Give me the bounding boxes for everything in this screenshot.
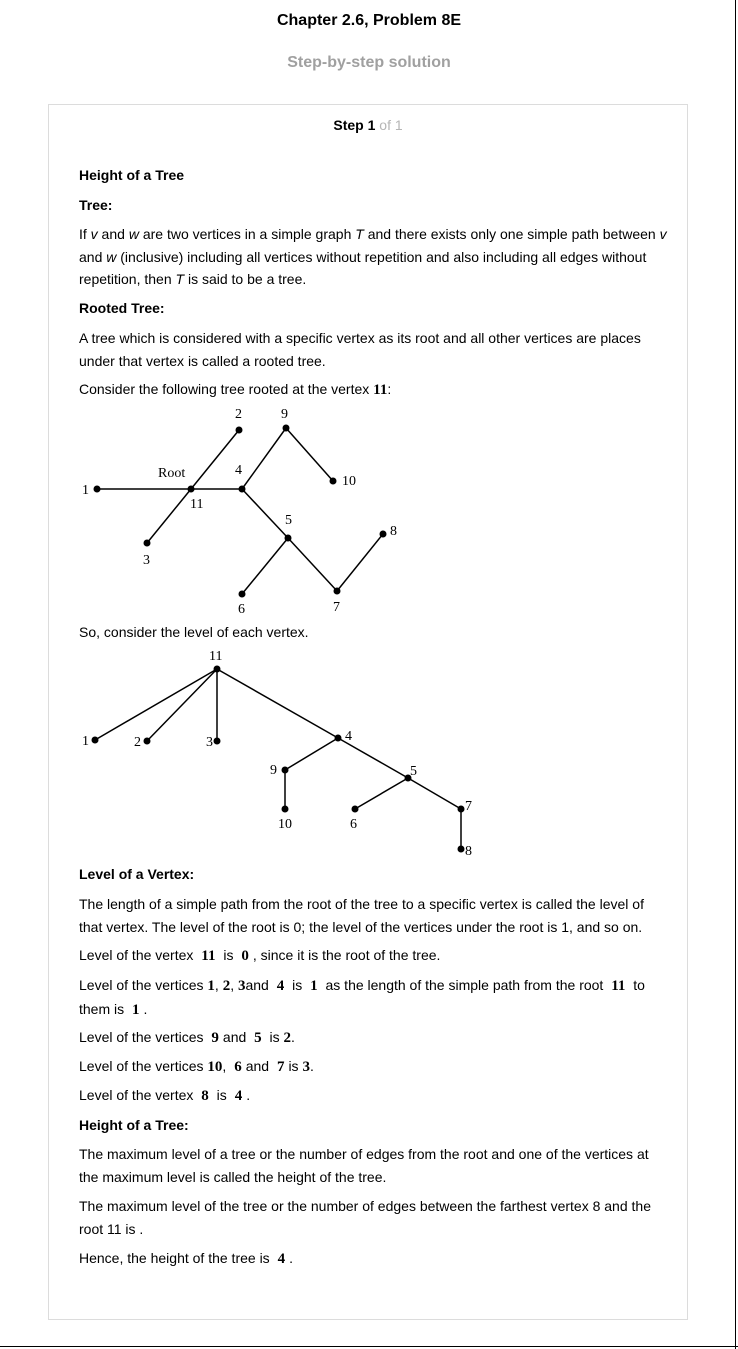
label-8: 8	[390, 524, 397, 539]
label-8: 8	[465, 844, 472, 859]
label-3: 3	[143, 553, 150, 568]
label-6: 6	[350, 817, 357, 832]
vertex-7	[458, 806, 465, 813]
step-header	[48, 117, 688, 133]
label-10: 10	[342, 474, 356, 489]
label-7: 7	[465, 799, 472, 814]
vertex-10	[330, 478, 337, 485]
level-intro: So, consider the level of each vertex.	[79, 624, 309, 640]
label-2: 2	[235, 407, 242, 422]
vertex-6	[239, 591, 246, 598]
label-5: 5	[285, 513, 292, 528]
root-label: Root	[158, 466, 186, 481]
label-4: 4	[345, 729, 352, 744]
vertex-3	[144, 540, 151, 547]
label-9: 9	[281, 407, 288, 422]
vertex-2	[144, 738, 151, 745]
page-title: Chapter 2.6, Problem 8E	[276, 12, 462, 29]
level-definition: The length of a simple path from the root of the tree to a specific vertex is called the level of that vertex. The level of the root is 0; the level of the vertices under the root is 1, and so on.	[79, 896, 644, 935]
tree-definition: If v and w are two vertices in a simple graph T and there exists only one simple path between v and w (inclusive) including all vertices without repetition and also including all edges without repetition, then T is said to be a tree.	[79, 226, 667, 287]
vertex-4	[335, 735, 342, 742]
section-heading: Height of a Tree	[79, 167, 185, 183]
vertex-8	[458, 846, 465, 853]
label-9: 9	[270, 763, 277, 778]
vertex-1	[92, 737, 99, 744]
vertex-11	[188, 486, 195, 493]
level-line-4: Level of the vertices 10, 6 and 7 is 3.	[79, 1058, 314, 1075]
step-number: 1	[367, 117, 376, 133]
bottom-border	[0, 1346, 738, 1347]
vertex-1	[94, 486, 101, 493]
level-line-5: Level of the vertex 8 is 4 .	[79, 1087, 251, 1104]
step-count: of 1	[379, 117, 403, 133]
label-10: 10	[278, 817, 292, 832]
label-11: 11	[190, 497, 204, 512]
vertex-8	[380, 531, 387, 538]
vertex-9	[282, 767, 289, 774]
height-definition: The maximum level of a tree or the number of edges from the root and one of the vertices at the maximum level is called the height of the tree.	[79, 1146, 649, 1185]
vertex-2	[236, 427, 243, 434]
vertex-9	[283, 425, 290, 432]
step-label: Step	[333, 117, 364, 133]
tree-label: Tree:	[79, 197, 113, 213]
vertex-6	[352, 806, 359, 813]
vertex-10	[282, 806, 289, 813]
consider-text: Consider the following tree rooted at the vertex 11:	[79, 381, 392, 398]
page-subtitle: Step-by-step solution	[287, 54, 451, 71]
rooted-tree-definition: A tree which is considered with a specific vertex as its root and all other vertices are places under that vertex is called a rooted tree.	[79, 330, 641, 369]
vertex-3	[214, 738, 221, 745]
level-tree-figure	[0, 646, 738, 860]
level-line-1: Level of the vertex 11 is 0 , since it is the root of the tree.	[79, 947, 441, 964]
label-2: 2	[134, 735, 141, 750]
label-7: 7	[333, 600, 340, 615]
label-6: 6	[238, 602, 245, 617]
label-1: 1	[82, 483, 89, 498]
rooted-tree-figure	[0, 400, 738, 622]
label-3: 3	[206, 735, 213, 750]
vertex-7	[334, 588, 341, 595]
level-line-3: Level of the vertices 9 and 5 is 2.	[79, 1029, 295, 1046]
label-1: 1	[82, 734, 89, 749]
vertex-5	[285, 535, 292, 542]
label-11: 11	[209, 649, 223, 664]
rooted-tree-label: Rooted Tree:	[79, 300, 165, 316]
label-5: 5	[410, 764, 417, 779]
level-label: Level of a Vertex:	[79, 866, 195, 882]
height-label: Height of a Tree:	[79, 1117, 189, 1133]
label-4: 4	[235, 463, 242, 478]
vertex-11	[214, 666, 221, 673]
vertex-4	[239, 486, 246, 493]
conclusion: Hence, the height of the tree is 4 .	[79, 1250, 293, 1267]
level-line-2: Level of the vertices 1, 2, 3and 4 is 1 as the length of the simple path from the root 11 to them is 1 .	[79, 977, 645, 1018]
height-note: The maximum level of the tree or the number of edges between the farthest vertex 8 and the root 11 is .	[79, 1198, 651, 1237]
